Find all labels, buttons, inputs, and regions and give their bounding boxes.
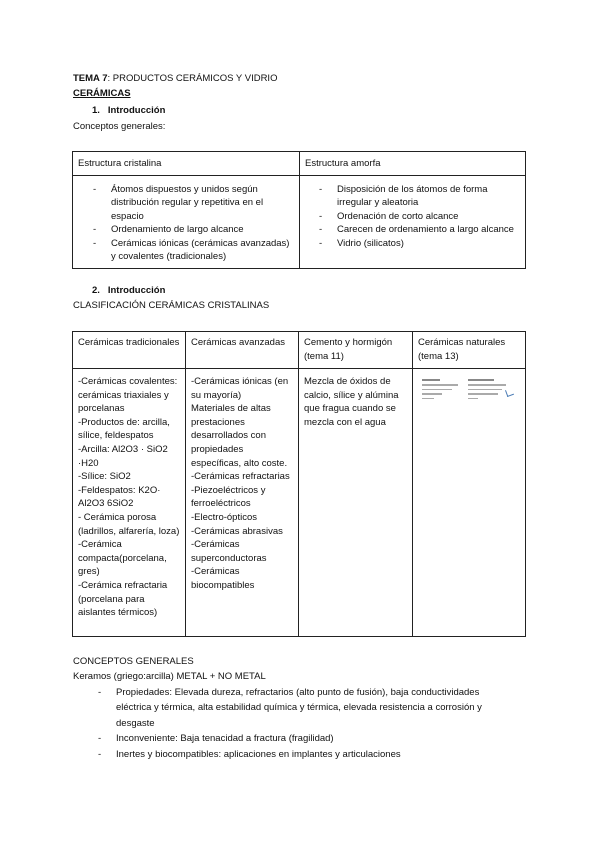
page-title [73, 73, 277, 85]
list-item: - Vidrio (silicatos) [311, 237, 520, 250]
table1-header-cristalina: Estructura cristalina [73, 152, 300, 176]
list-item: - Átomos dispuestos y unidos según distribución regular y repetitiva en el espacio [85, 183, 294, 223]
list-item: - Carecen de ordenamiento a largo alcance [311, 223, 520, 236]
intro1-subtitle: Conceptos generales: [73, 121, 166, 132]
conceptos-list [90, 685, 510, 762]
table1-header-amorfa: Estructura amorfa [300, 152, 526, 176]
list-item: - Propiedades: Elevada dureza, refractarios (alto punto de fusión), baja conductividades eléctrica y térmica, alta estabilidad química y térmica, elevada resistencia a corrosión y desgaste [90, 685, 510, 731]
classification-table [72, 331, 526, 637]
table2-cell-tradicionales: -Cerámicas covalentes: cerámicas triaxiales y porcelanas -Productos de: arcilla, sílice, feldespatos -Arcilla: Al2O3 · SiO2 ·H20 -Sílice: SiO2 -Feldespatos: K2O· Al2O3 6SiO2 - Cerámica porosa (ladrillos, alfarería, loza) -Cerámica compacta(porcelana, gres) -Cerámica refractaria (porcelana para aislantes térmicos) [73, 369, 186, 637]
table2-header-cemento: Cemento y hormigón (tema 11) [299, 332, 413, 369]
intro1-number: 1. [92, 105, 100, 116]
structure-table [72, 151, 526, 269]
intro1-heading-text: Introducción [107, 105, 166, 116]
tema-title: : PRODUCTOS CERÁMICOS Y VIDRIO [107, 73, 278, 84]
intro1-heading [92, 105, 165, 117]
list-item: - Disposición de los átomos de forma irregular y aleatoria [311, 183, 520, 210]
table1-cell-cristalina [73, 176, 300, 269]
naturales-thumbnail-image [418, 375, 518, 407]
table2-header-naturales: Cerámicas naturales (tema 13) [413, 332, 526, 369]
table2-cell-cemento: Mezcla de óxidos de calcio, sílice y alúmina que fragua cuando se mezcla con el agua [299, 369, 413, 637]
conceptos-title: CONCEPTOS GENERALES [73, 656, 194, 667]
table1-cell-amorfa [300, 176, 526, 269]
conceptos-line: Keramos (griego:arcilla) METAL + NO METAL [73, 671, 266, 682]
table2-cell-naturales [413, 369, 526, 637]
intro2-heading [92, 285, 165, 297]
intro2-heading-text: Introducción [107, 285, 166, 296]
table2-header-avanzadas: Cerámicas avanzadas [186, 332, 299, 369]
intro2-number: 2. [92, 285, 100, 296]
intro2-subtitle: CLASIFICACIÓN CERÁMICAS CRISTALINAS [73, 300, 270, 311]
list-item: - Inertes y biocompatibles: aplicaciones en implantes y articulaciones [90, 747, 510, 762]
section-heading: CERÁMICAS [73, 88, 131, 99]
table2-header-tradicionales: Cerámicas tradicionales [73, 332, 186, 369]
list-item: - Ordenamiento de largo alcance [85, 223, 294, 236]
list-item: - Inconveniente: Baja tenacidad a fractura (fragilidad) [90, 731, 510, 746]
table2-cell-avanzadas: -Cerámicas iónicas (en su mayoría) Materiales de altas prestaciones desarrollados con propiedades específicas, alto coste. -Cerámicas refractarias -Piezoeléctricos y ferroeléctricos -Electro-ópticos -Cerámicas abrasivas -Cerámicas superconductoras -Cerámicas biocompatibles [186, 369, 299, 637]
tema-label: TEMA 7 [73, 73, 108, 84]
list-item: - Cerámicas iónicas (cerámicas avanzadas) y covalentes (tradicionales) [85, 237, 294, 264]
list-item: - Ordenación de corto alcance [311, 210, 520, 223]
